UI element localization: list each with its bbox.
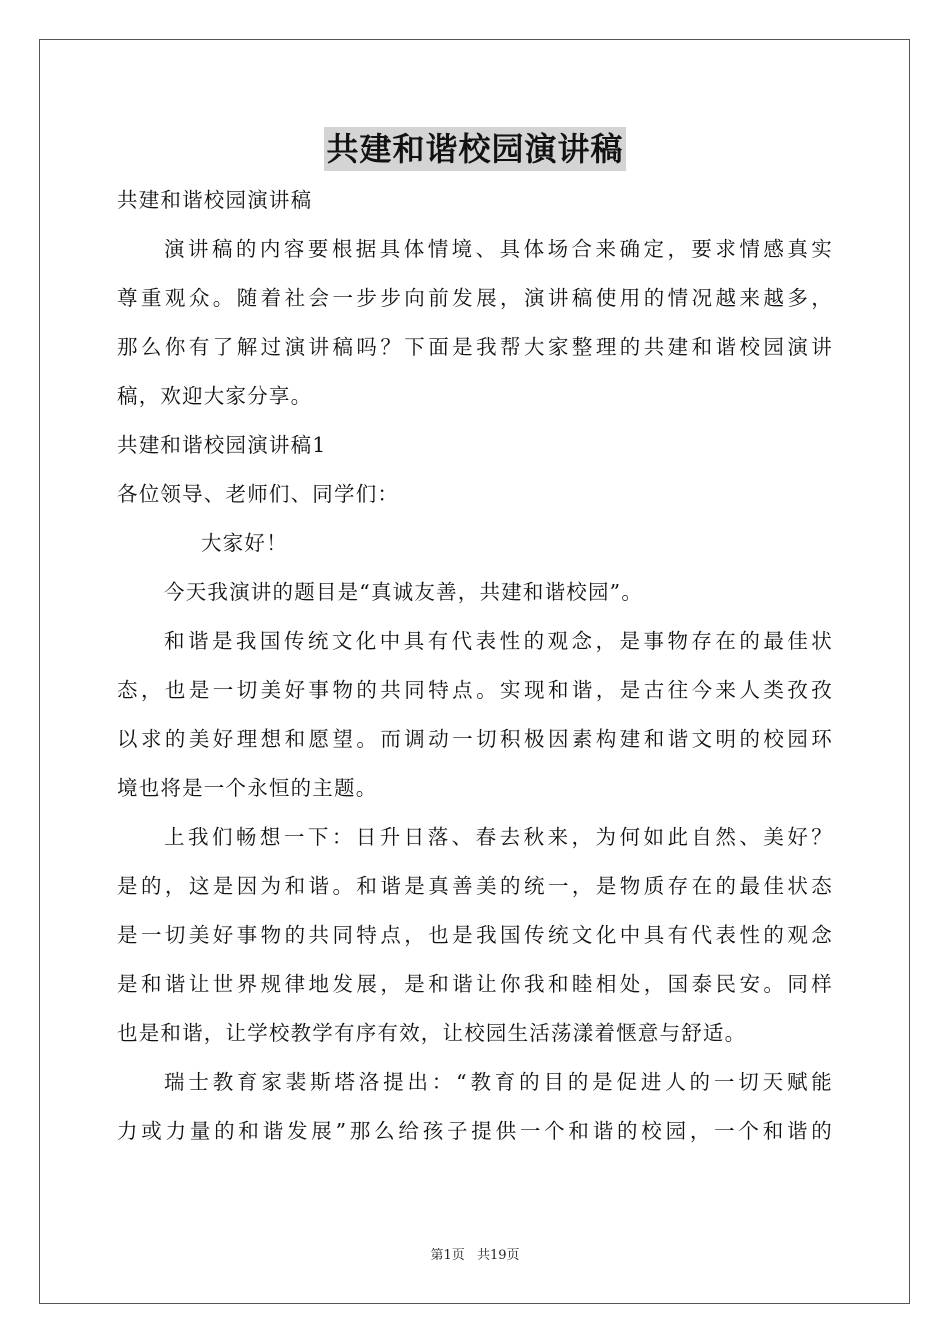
body-line: 态，也是一切美好事物的共同特点。实现和谐，是古往今来人类孜孜: [117, 678, 833, 702]
body-line: 瑞士教育家裴斯塔洛提出：“教育的目的是促进人的一切天赋能: [164, 1070, 833, 1094]
page-footer: [0, 1244, 950, 1263]
page-number: 第1页: [430, 1248, 465, 1263]
body-line: 各位领导、老师们、同学们：: [117, 482, 400, 506]
body-line: 和谐是我国传统文化中具有代表性的观念，是事物存在的最佳状: [164, 629, 833, 653]
body-line: 上我们畅想一下：日升日落、春去秋来，为何如此自然、美好？: [164, 825, 833, 849]
body-line: 共建和谐校园演讲稿1: [117, 433, 327, 457]
body-line: 演讲稿的内容要根据具体情境、具体场合来确定，要求情感真实: [164, 237, 833, 261]
body-line: 那么你有了解过演讲稿吗？下面是我帮大家整理的共建和谐校园演讲: [117, 335, 833, 359]
body-line: 境也将是一个永恒的主题。: [117, 776, 378, 800]
page-total: 共19页: [476, 1248, 520, 1263]
body-line: 是的，这是因为和谐。和谐是真善美的统一，是物质存在的最佳状态: [117, 874, 833, 898]
body-line: 共建和谐校园演讲稿: [117, 188, 313, 212]
body-line: 大家好！: [201, 531, 288, 555]
body-line: 是和谐让世界规律地发展，是和谐让你我和睦相处，国泰民安。同样: [117, 972, 833, 996]
document-title: 共建和谐校园演讲稿: [324, 127, 625, 171]
body-line: 稿，欢迎大家分享。: [117, 384, 313, 408]
document-body: [117, 176, 833, 1156]
body-line: 尊重观众。随着社会一步步向前发展，演讲稿使用的情况越来越多，: [117, 286, 833, 310]
body-line: 也是和谐，让学校教学有序有效，让校园生活荡漾着惬意与舒适。: [117, 1021, 747, 1045]
title-container: [0, 127, 950, 171]
body-line: 力或力量的和谐发展”那么给孩子提供一个和谐的校园，一个和谐的: [117, 1119, 833, 1143]
body-line: 以求的美好理想和愿望。而调动一切积极因素构建和谐文明的校园环: [117, 727, 833, 751]
body-line: 今天我演讲的题目是“真诚友善，共建和谐校园”。: [164, 580, 644, 604]
body-line: 是一切美好事物的共同特点，也是我国传统文化中具有代表性的观念: [117, 923, 833, 947]
